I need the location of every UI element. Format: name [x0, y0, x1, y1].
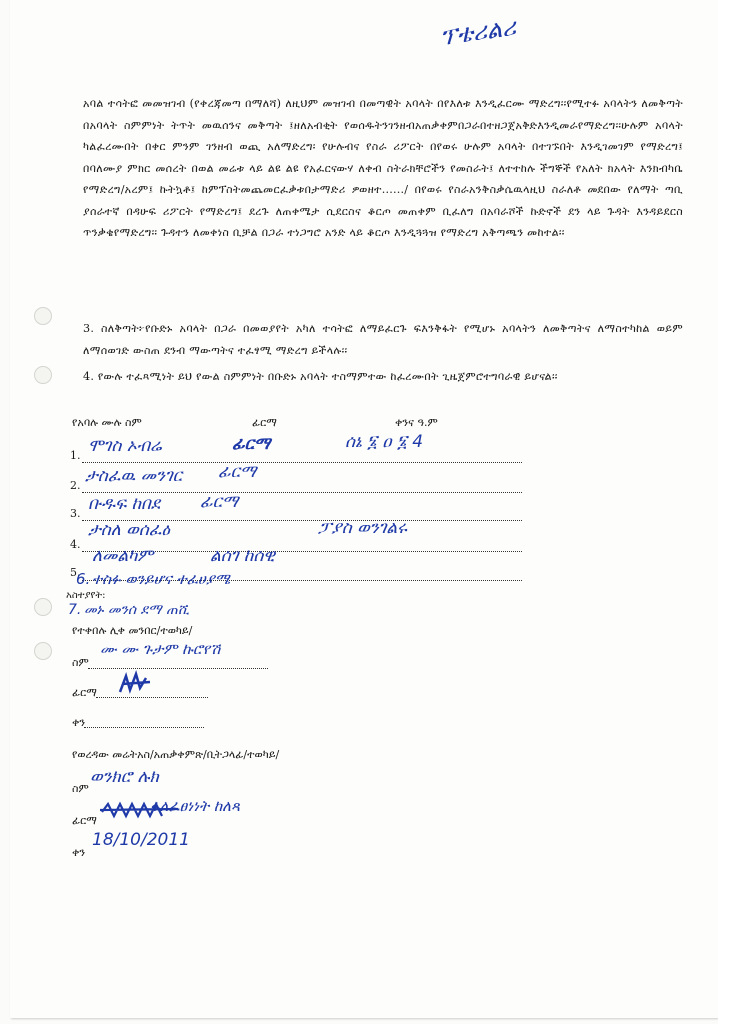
witness-signature-label: ፊርማ	[72, 814, 97, 827]
effectiveness-paragraph: 4. የውሉ ተፈጻሚነት ይህ የውል ስምምነት በቡድኑ አባላት ተስማምተው ከፈረሙበት ጊዜጀምሮተግባራዊ ይሆናል፡፡	[83, 370, 558, 383]
extra-member-entry: ተስፉ ወንይሆና ተፈሀያሜ	[92, 570, 231, 588]
extra-member-entry: መኑ መንሰ ደማ ጠሺ	[84, 602, 190, 618]
signature-line	[82, 492, 522, 493]
member-name: ሞገስ ኦብሬ	[88, 436, 162, 456]
top-handwritten-note: ፕቴሪልሪ	[438, 12, 518, 52]
receiver-section-title: የተቀበሉ ሊቀ መንበር/ተወካይ/	[72, 624, 193, 637]
receiver-date-label: ቀን	[72, 716, 86, 729]
member-name: ታስፈዉ መንገር	[85, 466, 183, 486]
extra-member-number: 7.	[68, 602, 82, 618]
column-header-name: የአባሉ ሙሉ ስም	[72, 416, 142, 429]
signature-line	[82, 462, 522, 463]
receiver-name-label: ስም	[72, 656, 89, 669]
row-number: 2.	[70, 479, 81, 492]
witness-signature: ፋለፈፀነነት ከለጻ	[150, 797, 240, 815]
row-number: 1.	[70, 449, 81, 462]
witness-date: 18/10/2011	[92, 830, 190, 850]
punch-hole	[34, 366, 52, 384]
member-date: ፓያስ ወንገልሩ	[318, 518, 407, 538]
member-name: ቡዱፍ ከበደ	[88, 494, 161, 514]
responsibilities-paragraph: አባል ተሳትፎ መመዝገብ (የቀረጃመጣ በማለሻ) ለዚህም መዝገብ በመጣዊት አባላት በየእለቱ እንዲፈርሙ ማድረግ፡፡የሚተፉ አባላትን ለመቅጣት በአባላት ስምምነት ትጥት መዉሰንና መቅጣት ፤ዘለአብቂት የወሰዱትንገንዘብአጠቃቀምበጋራበተዘጋጀአቅድእንዲመራየማድረግ፡፡ሁሉም አባላት ካልፈረሙበት በቀር ምንም ገንዘብ ወጪ አለማድረግ፡ የሁሉብና የስራ ሪፖርት በየወሩ ሁሉም አባላት በተገኙበት እንዲገመገም የማድረግ፤ በባለሙያ ምክር መሰረት በወል መሬቱ ላይ ልዩ ልዩ የአፈርናውሃ ለቀብ ስትራክቸሮችን የመስራት፤ ለተተከሉ ችግኞች የአለት ክአላት እንክብካቤ የማድረግ/አረም፤ ኩትኳቶ፤ ከምፕስትመጨመርፈቃቱበታማድሪ ዎወዘተ....../ በየወሩ የስራአንቅስቃሴዉላዚህ ስራለቶ መደበው የለማት ጣቢ ያሰራተኛ በዳሁፍ ሪፖርት የማድረግ፤ ደረጉ ለጠቀሜታ ሲደርስና ቆርጦ መጠቀም ቢፈለግ በአባራሾች ኩድኖች ደን ላይ ጉዳት እንዳይደርስ ጥንቃቄየማድረግ፡፡ ጉዳተን ለመቀነስ ቢቻል በጋራ ተነጋግሮ አንድ ላይ ቆርጦ እንዲጓጓዝ የማድረግ አቅጣጫን መከተል፡፡	[83, 97, 683, 239]
member-date: ሰኔ ፮ ዐ ፮ 4	[345, 432, 424, 452]
witness-name: ወንክሮ ሉክ	[90, 767, 159, 787]
receiver-signature-scribble	[116, 670, 156, 698]
receiver-name-line	[88, 668, 268, 669]
punch-hole	[34, 598, 52, 616]
row-number: 3.	[70, 507, 81, 520]
receiver-name: ሙ ሙ ጉታም ኩሮየሽ	[100, 640, 221, 658]
extra-member-number: 6.	[76, 570, 91, 588]
punch-hole	[34, 307, 52, 325]
receiver-signature-label: ፊርማ	[72, 686, 97, 699]
member-name: ለመልካም	[92, 546, 154, 566]
penalty-paragraph: 3. ስለቅጣት፦የቡድኑ አባላት በጋራ በመወያየት አካለ ተሳትፎ ለማይፈርጉ ፍእንቅፋት የሚሆኑ አባላትን ለመቅጣትና ለማስተካከል ወይም ለማሰወገድ ውስጠ ደንብ ማውጣትና ተፈፃሚ ማድረግ ይችላሉ፡፡	[83, 322, 683, 357]
receiver-date-line	[84, 727, 204, 728]
witness-date-label: ቀን	[72, 846, 86, 859]
member-signature: ፊርማ	[218, 462, 257, 482]
witness-name-label: ስም	[72, 782, 89, 795]
member-signature: ፊርማ	[200, 492, 239, 512]
row-number: 5.	[70, 566, 81, 579]
page-margin	[718, 0, 743, 1024]
witness-section-title: የወረዳው መሬትአስ/አጠቃቀምጽ/ቢትጋላፊ/ተወካይ/	[72, 748, 280, 761]
member-signature: ፊርማ	[232, 434, 271, 454]
punch-hole	[34, 642, 52, 660]
member-signature: ልሰገ ከሰዊ	[210, 546, 275, 566]
column-header-signature: ፊርማ	[252, 416, 277, 429]
column-header-date: ቀንና ዓ.ም	[395, 416, 438, 429]
remark-label: አስተያየት:	[66, 590, 106, 601]
member-name: ታስለ ወሰፈዕ	[88, 520, 170, 540]
row-number: 4.	[70, 538, 81, 551]
